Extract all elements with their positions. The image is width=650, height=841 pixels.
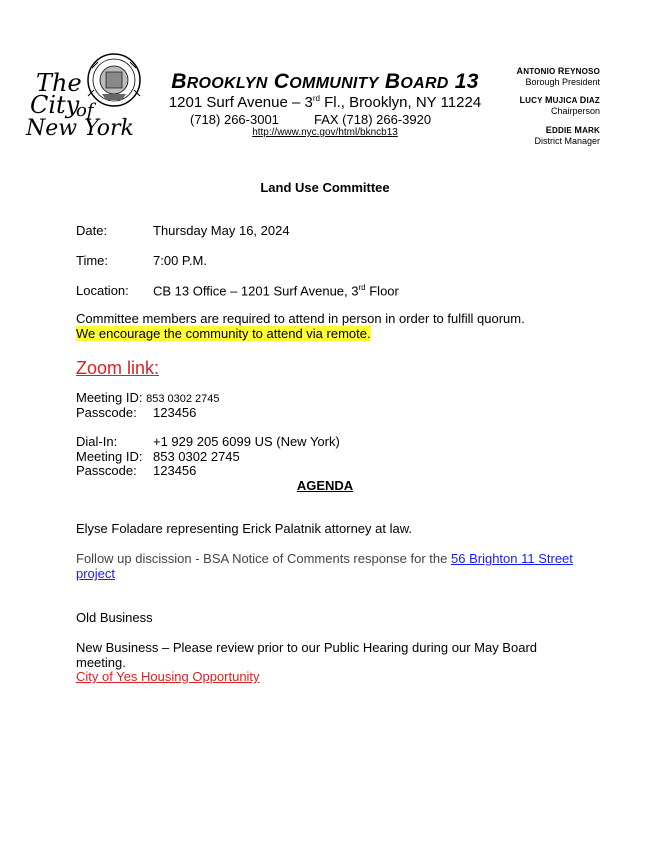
dialin-number: +1 929 205 6099 US (New York) — [153, 434, 340, 449]
brighton-project-link[interactable]: 56 Brighton 11 Street — [451, 551, 573, 566]
dialin-passcode-label: Passcode: — [76, 463, 137, 478]
zoom-meeting-id: Meeting ID: 853 0302 2745 — [76, 390, 220, 405]
logo-line-city: City — [30, 91, 80, 119]
committee-title: Land Use Committee — [260, 180, 390, 195]
dialin-passcode: 123456 — [153, 463, 197, 478]
agenda-item-4-cont: meeting. — [76, 655, 126, 670]
time-value: 7:00 P.M. — [153, 253, 207, 268]
officer-district-manager: EDDIE MARK District Manager — [534, 125, 600, 146]
dialin-meeting-id: 853 0302 2745 — [153, 449, 240, 464]
board-address: 1201 Surf Avenue – 3rd Fl., Brooklyn, NY 11224 — [168, 94, 482, 111]
dialin-label: Dial-In: — [76, 434, 118, 449]
board-website-link[interactable]: http://www.nyc.gov/html/bkncb13 — [252, 127, 398, 138]
city-of-yes-link[interactable]: City of Yes Housing Opportunity — [76, 669, 260, 684]
agenda-heading: AGENDA — [296, 478, 354, 493]
agenda-item-4: New Business – Please review prior to our Public Hearing during our May Board — [76, 640, 537, 655]
agenda-item-1: Elyse Foladare representing Erick Palatnik attorney at law. — [76, 521, 413, 536]
agenda-item-2: Follow up discission - BSA Notice of Comments response for the 56 Brighton 11 Street — [76, 551, 573, 566]
board-title: BROOKLYN COMMUNITY BOARD 13 — [171, 70, 479, 93]
officer-borough-president: ANTONIO REYNOSO Borough President — [516, 66, 600, 87]
remote-notice: We encourage the community to attend via remote. — [76, 326, 371, 341]
logo-line-new-york: New York — [26, 116, 134, 141]
date-label: Date: — [76, 223, 108, 238]
agenda-item-3: Old Business — [76, 610, 153, 625]
location-value: CB 13 Office – 1201 Surf Avenue, 3rd Floor — [153, 283, 399, 299]
zoom-passcode-label: Passcode: — [76, 405, 137, 420]
date-value: Thursday May 16, 2024 — [153, 223, 290, 238]
time-label: Time: — [76, 253, 109, 268]
board-phone: (718) 266-3001 — [190, 112, 279, 127]
quorum-notice: Committee members are required to attend in person in order to fulfill quorum. — [76, 311, 525, 326]
agenda-item-4-link-row — [76, 669, 260, 684]
dialin-meeting-id-label: Meeting ID: — [76, 449, 143, 464]
zoom-link[interactable]: Zoom link: — [76, 358, 160, 378]
logo-line-of: of — [76, 100, 94, 121]
board-fax: FAX (718) 266-3920 — [314, 112, 432, 127]
brighton-project-link-cont[interactable]: project — [76, 566, 116, 581]
zoom-passcode: 123456 — [153, 405, 197, 420]
agenda-item-2-cont — [76, 566, 115, 581]
logo-line-the: The — [36, 69, 82, 97]
officer-chairperson: LUCY MUJICA DIAZ Chairperson — [519, 95, 600, 116]
city-of-new-york-logo — [22, 50, 162, 145]
location-label: Location: — [76, 283, 129, 298]
